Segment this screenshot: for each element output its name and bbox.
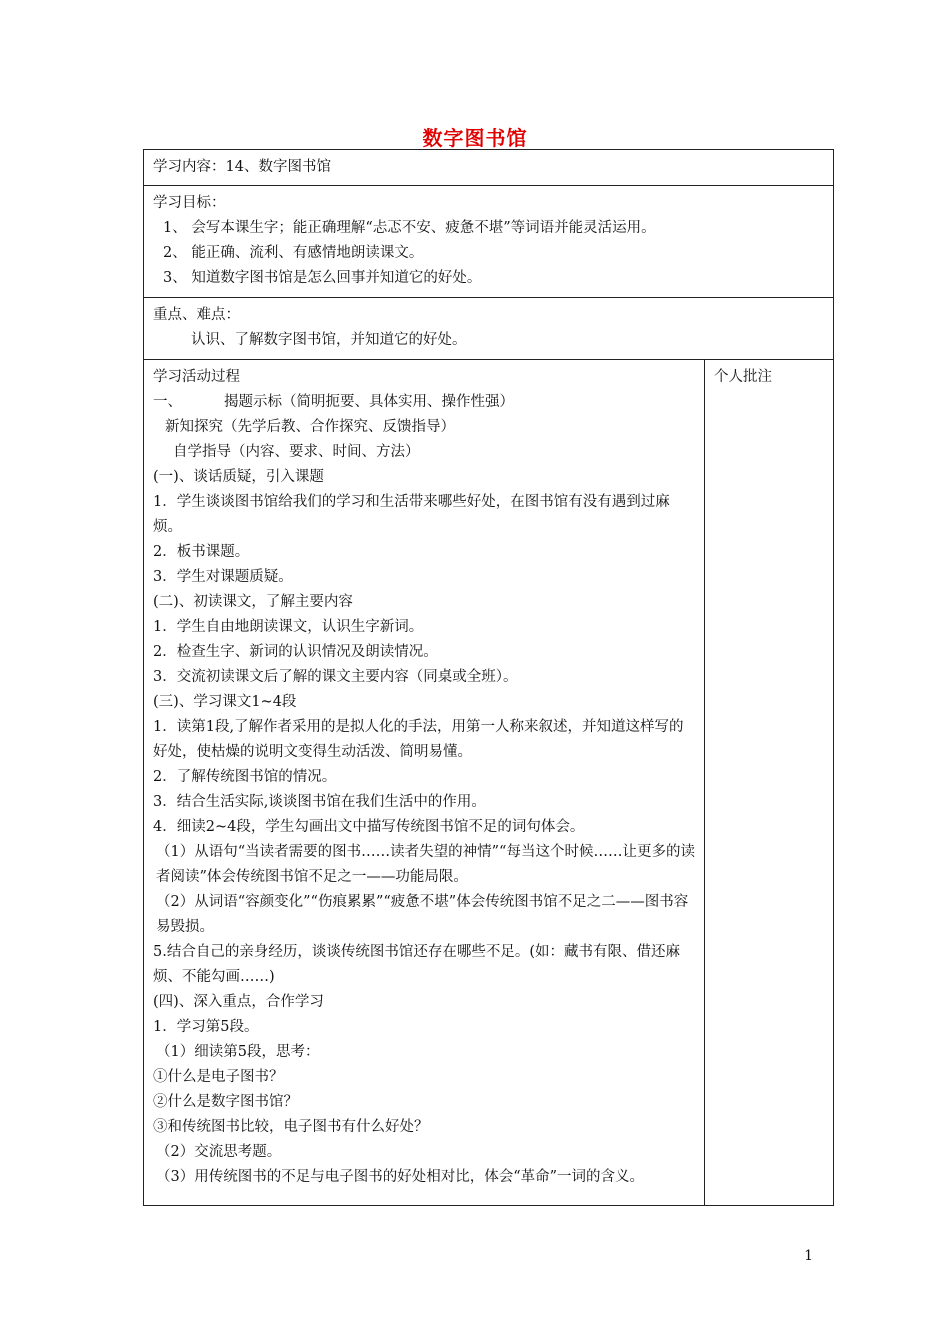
step-1 xyxy=(153,390,698,415)
goals-cell xyxy=(144,186,834,298)
goal-item: 2、 能正确、流利、有感情地朗读课文。 xyxy=(163,245,424,261)
process-cell xyxy=(144,360,705,1206)
goals-label: 学习目标： xyxy=(153,195,226,211)
process-line: (三)、学习课文1~4段 xyxy=(153,694,297,710)
content-cell xyxy=(144,150,834,186)
key-points-row xyxy=(144,298,834,360)
goal-item: 1、 会写本课生字；能正确理解“忐忑不安、疲惫不堪”等词语并能灵活运用。 xyxy=(163,220,656,236)
process-line: (一)、谈话质疑，引入课题 xyxy=(153,469,324,485)
step-2: 新知探究（先学后教、合作探究、反馈指导） xyxy=(165,419,455,435)
process-line: (二)、初读课文，了解主要内容 xyxy=(153,594,353,610)
process-block xyxy=(144,360,704,1190)
key-points-label: 重点、难点： xyxy=(153,307,240,323)
process-line: 5.结合自己的亲身经历，谈谈传统图书馆还存在哪些不足。(如：藏书有限、借还麻烦、不能勾画……) xyxy=(153,944,680,985)
process-line: 2．检查生字、新词的认识情况及朗读情况。 xyxy=(153,644,438,660)
process-line: ①什么是电子图书？ xyxy=(153,1069,284,1085)
step-1-number: 一、 xyxy=(153,394,182,410)
process-line: 1．读第1段,了解作者采用的是拟人化的手法，用第一人称来叙述，并知道这样写的好处，使枯燥的说明文变得生动活泼、简明易懂。 xyxy=(153,719,684,760)
process-row xyxy=(144,360,834,1206)
content-row xyxy=(144,150,834,186)
process-line: （3）用传统图书的不足与电子图书的好处相对比，体会“革命”一词的含义。 xyxy=(156,1169,645,1185)
process-line: 3．学生对课题质疑。 xyxy=(153,569,293,585)
key-points-cell xyxy=(144,298,834,360)
process-line: 1．学生自由地朗读课文，认识生字新词。 xyxy=(153,619,424,635)
process-line: （1）从语句“当读者需要的图书……读者失望的神情”“每当这个时候……让更多的读者阅读”体会传统图书馆不足之一——功能局限。 xyxy=(156,844,695,885)
step-1-text: 揭题示标（简明扼要、具体实用、操作性强） xyxy=(224,394,514,410)
process-line: 3．结合生活实际,谈谈图书馆在我们生活中的作用。 xyxy=(153,794,486,810)
process-line: 3．交流初读课文后了解的课文主要内容（同桌或全班）。 xyxy=(153,669,518,685)
key-points-text: 认识、了解数字图书馆，并知道它的好处。 xyxy=(191,332,467,348)
process-line: （1）细读第5段，思考： xyxy=(156,1044,320,1060)
goals-block xyxy=(144,186,833,291)
goals-row xyxy=(144,186,834,298)
process-line: （2）交流思考题。 xyxy=(156,1144,282,1160)
process-line: 4．细读2~4段，学生勾画出文中描写传统图书馆不足的词句体会。 xyxy=(153,819,585,835)
process-line: 2．板书课题。 xyxy=(153,544,250,560)
process-header: 学习活动过程 xyxy=(153,369,240,385)
content-label: 学习内容：14、数字图书馆 xyxy=(153,159,331,175)
process-line: (四)、深入重点，合作学习 xyxy=(153,994,324,1010)
page-title: 数字图书馆 xyxy=(422,126,528,150)
process-line: （2）从词语“容颜变化”“伤痕累累”“疲惫不堪”体会传统图书馆不足之二——图书容易毁损。 xyxy=(156,894,689,935)
goal-item: 3、 知道数字图书馆是怎么回事并知道它的好处。 xyxy=(163,270,482,286)
step-3: 自学指导（内容、要求、时间、方法） xyxy=(173,444,420,460)
process-line: 2．了解传统图书馆的情况。 xyxy=(153,769,337,785)
process-line: 1．学生谈谈图书馆给我们的学习和生活带来哪些好处，在图书馆有没有遇到过麻烦。 xyxy=(153,494,670,535)
process-line: ②什么是数字图书馆？ xyxy=(153,1094,298,1110)
notes-header: 个人批注 xyxy=(714,369,772,385)
process-line: ③和传统图书比较，电子图书有什么好处？ xyxy=(153,1119,429,1135)
process-line: 1．学习第5段。 xyxy=(153,1019,259,1035)
key-points-block xyxy=(144,298,833,353)
notes-cell xyxy=(705,360,834,1206)
lesson-plan-table xyxy=(143,149,834,1206)
page-number: 1 xyxy=(804,1248,813,1264)
